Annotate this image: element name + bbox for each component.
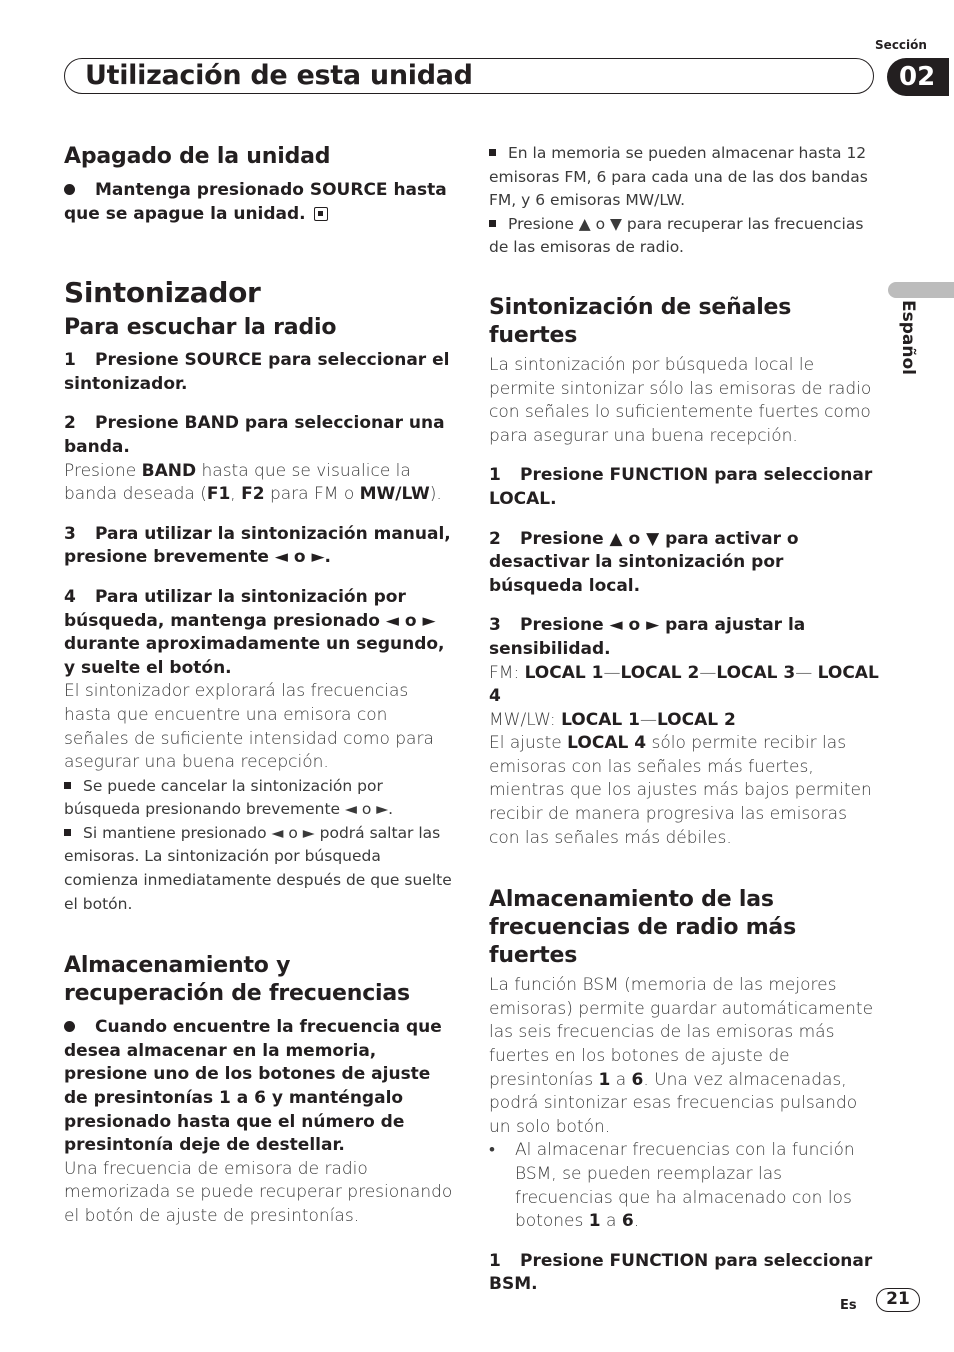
square-bullet-icon [64,782,71,789]
bsm-bullet: • Al almacenar frecuencias con la función BSM, se pueden reemplazar las frecuencias que ha almacenado con los botones 1 a 6. [489,1140,855,1232]
radio-note-1: Se puede cancelar la sintonización por búsqueda presionando brevemente ◄ o ►. [64,776,394,819]
mwlw-local-options: MW/LW: LOCAL 1—LOCAL 2 [489,709,736,730]
heading-almacenamiento: Almacenamiento y recuperación de frecuencias [64,953,410,1007]
memory-note-1: En la memoria se pueden almacenar hasta 12 emisoras FM, 6 para cada una de las dos bandas FM, y 6 emisoras MW/LW. [489,144,868,210]
radio-step-2: 2 Presione BAND para seleccionar una banda. [64,413,445,457]
section-badge: 02 [887,58,949,96]
fuertes-intro: La sintonización por búsqueda local le permite sintonizar sólo las emisoras de radio con señales lo suficientemente fuertes como para asegurar una buena recepción. [489,354,872,446]
radio-note-2: Si mantiene presionado ◄ o ► podrá saltar las emisoras. La sintonización por búsqueda comienza inmediatamente después de que suelte el botón. [64,823,452,913]
radio-step-1: 1 Presione SOURCE para seleccionar el sintonizador. [64,350,450,394]
fuertes-step-3: 3 Presione ◄ o ► para ajustar la sensibilidad. [489,615,806,659]
right-column [489,142,879,1297]
memory-note-2: Presione ▲ o ▼ para recuperar las frecuencias de las emisoras de radio. [489,214,864,257]
language-label: Español [898,300,918,375]
radio-step-3: 3 Para utilizar la sintonización manual, presione brevemente ◄ o ►. [64,523,451,568]
heading-bsm: Almacenamiento de las frecuencias de radio más fuertes [489,887,796,969]
square-bullet-icon [64,829,71,836]
heading-radio: Para escuchar la radio [64,315,337,341]
end-mark-icon [314,207,328,221]
heading-sintonizador: Sintonizador [64,276,261,310]
bullet-apagado: Mantenga presionado SOURCE hasta que se apague la unidad. [64,180,447,224]
fm-local-options: FM: LOCAL 1—LOCAL 2—LOCAL 3— LOCAL 4 [489,662,879,707]
footer-language-code: Es [840,1298,857,1313]
header-bar [64,58,874,94]
radio-step-2-body: Presione BAND hasta que se visualice la banda deseada (F1, F2 para FM o MW/LW). [64,460,442,505]
square-bullet-icon [489,149,496,156]
square-bullet-icon [489,220,496,227]
bullet-dot-icon [64,184,75,195]
page-title: Utilización de esta unidad [85,60,473,91]
heading-apagado: Apagado de la unidad [64,144,331,169]
bullet-almacenamiento: Cuando encuentre la frecuencia que desea almacenar en la memoria, presione uno de los botones de ajuste de presintonías 1 a 6 y manténgalo presionado hasta que el número de presintonía deje de destellar. [64,1017,442,1156]
left-column [64,136,454,1229]
heading-fuertes: Sintonización de señales fuertes [489,294,792,348]
fuertes-step-2: 2 Presione ▲ o ▼ para activar o desactivar la sintonización por búsqueda local. [489,528,799,596]
fuertes-step-1: 1 Presione FUNCTION para seleccionar LOCAL. [489,465,873,509]
fuertes-body: El ajuste LOCAL 4 sólo permite recibir las emisoras con las señales más fuertes, mientras que los ajustes más bajos permiten recibir de manera progresiva las emisoras con las señales más débiles. [489,733,872,848]
bullet-dot-icon [64,1021,75,1032]
radio-step-4-body: El sintonizador explorará las frecuencias hasta que encuentre una emisora con señales de suficiente intensidad como para asegurar una buena recepción. [64,681,434,773]
page-number: 21 [876,1288,920,1312]
bullet-dot-icon: • [489,1140,495,1161]
almacenamiento-body: Una frecuencia de emisora de radio memorizada se puede recuperar presionando el botón de ajuste de presintonías. [64,1158,453,1226]
section-label: Sección [875,38,927,52]
bsm-step-1: 1 Presione FUNCTION para seleccionar BSM. [489,1250,873,1295]
bsm-intro: La función BSM (memoria de las mejores emisoras) permite guardar automáticamente las seis frecuencias de las emisoras más fuertes en los botones de ajuste de presintonías 1 a 6. Una vez almacenadas, podrá sintonizar esas frecuencias pulsando un solo botón. [489,975,874,1137]
language-tab [888,282,954,298]
radio-step-4: 4 Para utilizar la sintonización por búsqueda, mantenga presionado ◄ o ► durante aproximadamente un segundo, y suelte el botón. [64,586,445,678]
